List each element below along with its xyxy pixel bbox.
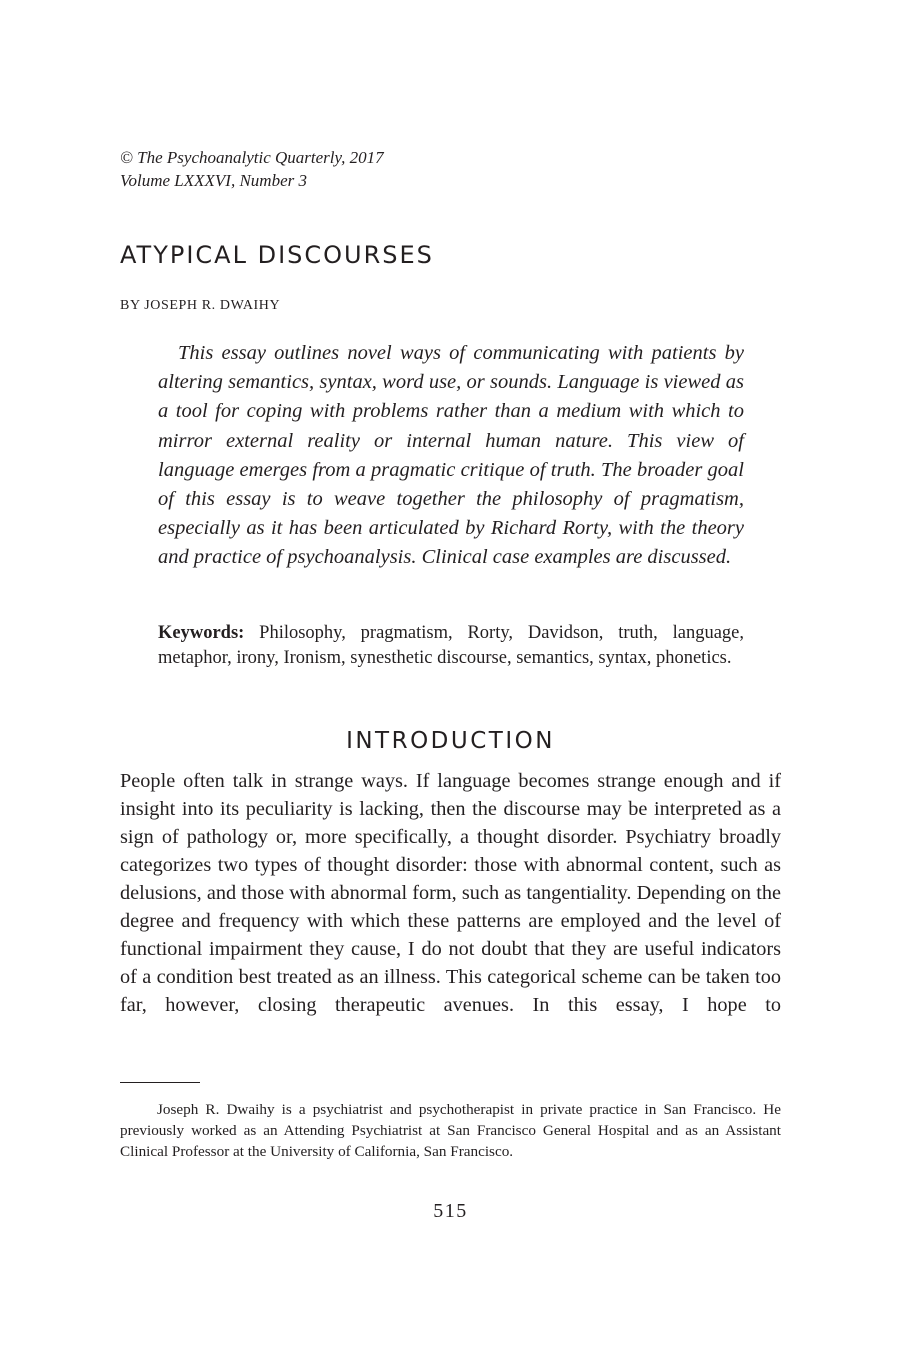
keywords-label: Keywords:	[158, 623, 245, 643]
author-footnote: Joseph R. Dwaihy is a psychiatrist and psychotherapist in private practice in San Francisco. He previously worked as an Attending Psychiatrist at San Francisco General Hospital and as an Assistant Clinical Professor at the University of California, San Francisco.	[120, 1101, 781, 1160]
footnote-divider	[120, 1082, 200, 1083]
abstract-paragraph: This essay outlines novel ways of communicating with patients by altering semantics, syntax, word use, or sounds. Language is viewed as a tool for coping with problems rather than a medium with which to mirror external reality or internal human nature. This view of language emerges from a pragmatic critique of truth. The broader goal of this essay is to weave together the philosophy of pragmatism, especially as it has been articulated by Richard Rorty, with the theory and practice of psychoanalysis. Clinical case examples are discussed.	[158, 342, 744, 569]
introduction-paragraph: People often talk in strange ways. If language becomes strange enough and if insight into its peculiarity is lacking, then the discourse may be interpreted as a sign of pathology or, more specifically, a thought disorder. Psychiatry broadly categorizes two types of thought disorder: those with abnormal content, such as delusions, and those with abnormal form, such as tangentiality. Depending on the degree and frequency with which these patterns are employed and the level of functional impairment they cause, I do not doubt that they are useful indicators of a condition best treated as an illness. This categorical scheme can be taken too far, however, closing therapeutic avenues. In this essay, I hope to	[120, 770, 781, 1016]
article-title: ATYPICAL DISCOURSES	[120, 241, 434, 269]
author-byline: BY JOSEPH R. DWAIHY	[120, 298, 281, 313]
journal-volume-line: Volume LXXXVI, Number 3	[120, 171, 307, 190]
journal-copyright-line: © The Psychoanalytic Quarterly, 2017	[120, 148, 384, 167]
keywords-list: Philosophy, pragmatism, Rorty, Davidson, truth, language, metaphor, irony, Ironism, synesthetic discourse, semantics, syntax, phonetics.	[158, 623, 744, 668]
section-heading-introduction: INTRODUCTION	[346, 728, 555, 754]
page-number: 515	[433, 1200, 468, 1222]
keywords-block	[158, 621, 744, 671]
